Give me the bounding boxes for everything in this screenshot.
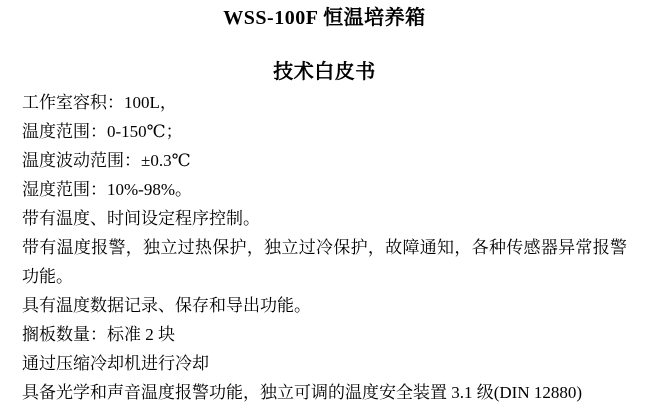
- spec-line-shelf-count: 搁板数量：标准 2 块: [22, 325, 175, 344]
- spec-line-temperature-range: 温度范围：0-150℃；: [22, 122, 183, 141]
- spec-line-temperature-fluctuation: 温度波动范围：±0.3℃: [22, 151, 191, 170]
- document-title: WSS-100F 恒温培养箱: [223, 7, 426, 29]
- spec-line-program-control: 带有温度、时间设定程序控制。: [22, 209, 260, 228]
- spec-line-work-chamber-volume: 工作室容积：100L，: [22, 93, 177, 112]
- spec-line-alarm-protection: 带有温度报警，独立过热保护，独立过冷保护，故障通知，各种传感器异常报警功能。: [22, 238, 627, 286]
- spec-list: [0, 88, 649, 407]
- spec-line-safety-device: 具备光学和声音温度报警功能，独立可调的温度安全装置 3.1 级(DIN 12880): [22, 383, 583, 402]
- spec-line-data-logging: 具有温度数据记录、保存和导出功能。: [22, 296, 311, 315]
- document-subtitle: 技术白皮书: [273, 61, 376, 83]
- spec-line-humidity-range: 湿度范围：10%-98%。: [22, 180, 192, 199]
- spec-line-compressor-cooling: 通过压缩冷却机进行冷却: [22, 354, 209, 373]
